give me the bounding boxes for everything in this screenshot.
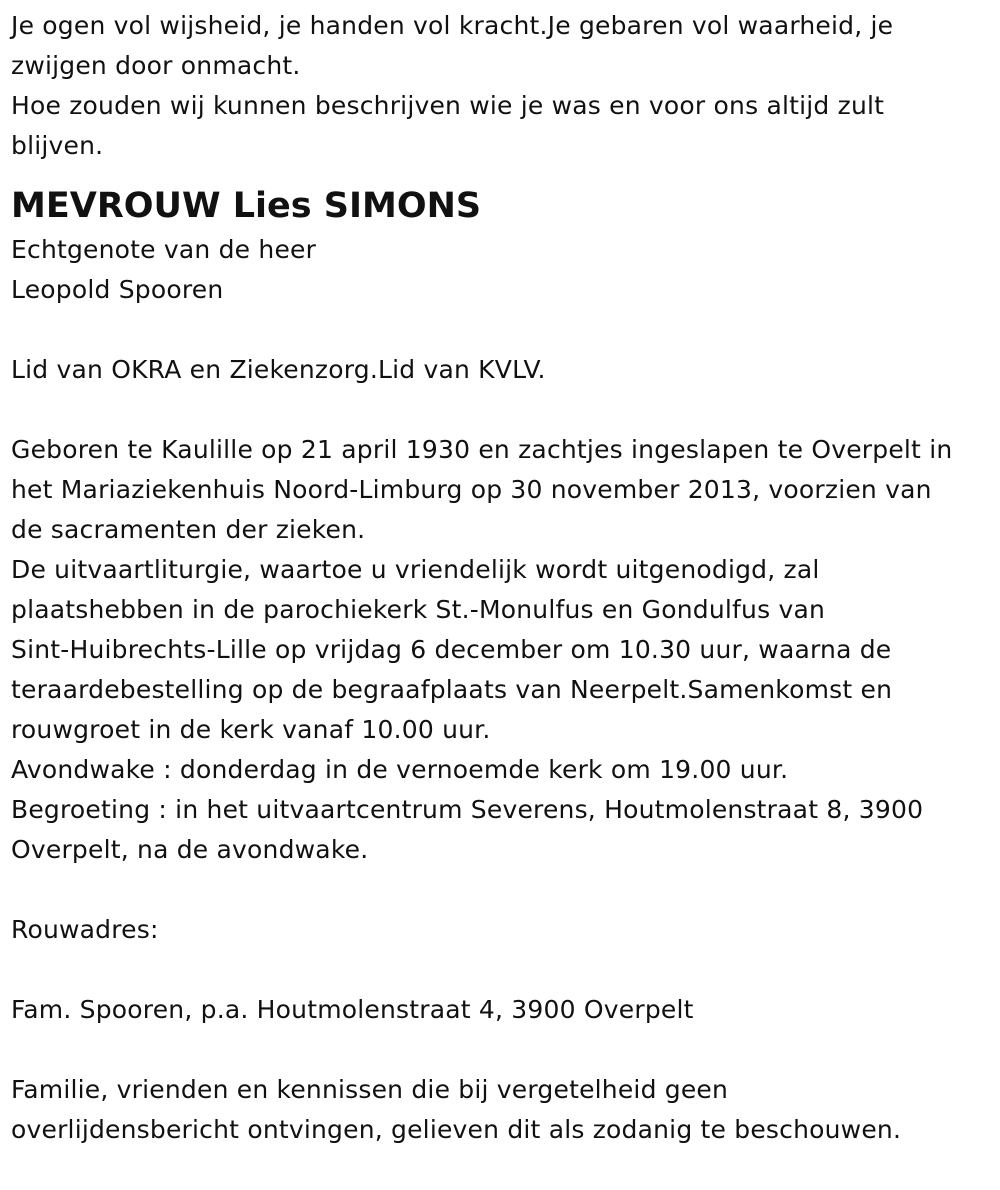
closing-line: Familie, vrienden en kennissen die bij vergetelheid geen <box>11 1075 729 1104</box>
details-line: de sacramenten der zieken. <box>11 515 366 544</box>
mourning-address: Fam. Spooren, p.a. Houtmolenstraat 4, 3900 Overpelt <box>11 995 694 1024</box>
membership: Lid van OKRA en Ziekenzorg.Lid van KVLV. <box>11 355 546 384</box>
spacer <box>11 310 986 350</box>
poem-line: Hoe zouden wij kunnen beschrijven wie je was en voor ons altijd zult <box>11 91 885 120</box>
deceased-name: MEVROUW Lies SIMONS <box>11 186 482 226</box>
details-line: Sint-Huibrechts-Lille op vrijdag 6 december om 10.30 uur, waarna de <box>11 635 892 664</box>
details-line: Geboren te Kaulille op 21 april 1930 en zachtjes ingeslapen te Overpelt in <box>11 435 953 464</box>
spouse-info <box>11 230 986 310</box>
poem-line: zwijgen door onmacht. <box>11 51 301 80</box>
details-line: Overpelt, na de avondwake. <box>11 835 369 864</box>
poem <box>11 6 986 166</box>
details-line: plaatshebben in de parochiekerk St.-Monulfus en Gondulfus van <box>11 595 826 624</box>
details-line: Begroeting : in het uitvaartcentrum Severens, Houtmolenstraat 8, 3900 <box>11 795 924 824</box>
poem-line: Je ogen vol wijsheid, je handen vol kracht.Je gebaren vol waarheid, je <box>11 11 894 40</box>
details-line: De uitvaartliturgie, waartoe u vriendelijk wordt uitgenodigd, zal <box>11 555 820 584</box>
obituary-document <box>11 6 986 1150</box>
spacer <box>11 950 986 990</box>
closing-note <box>11 1070 986 1150</box>
spouse-line: Echtgenote van de heer <box>11 235 317 264</box>
details-line: rouwgroet in de kerk vanaf 10.00 uur. <box>11 715 491 744</box>
details-line: het Mariaziekenhuis Noord-Limburg op 30 november 2013, voorzien van <box>11 475 932 504</box>
spouse-line: Leopold Spooren <box>11 275 224 304</box>
spacer <box>11 1030 986 1070</box>
poem-line: blijven. <box>11 131 104 160</box>
funeral-details <box>11 430 986 870</box>
details-line: Avondwake : donderdag in de vernoemde kerk om 19.00 uur. <box>11 755 789 784</box>
spacer <box>11 870 986 910</box>
closing-line: overlijdensbericht ontvingen, gelieven dit als zodanig te beschouwen. <box>11 1115 902 1144</box>
address-label: Rouwadres: <box>11 915 159 944</box>
spacer <box>11 390 986 430</box>
details-line: teraardebestelling op de begraafplaats van Neerpelt.Samenkomst en <box>11 675 893 704</box>
